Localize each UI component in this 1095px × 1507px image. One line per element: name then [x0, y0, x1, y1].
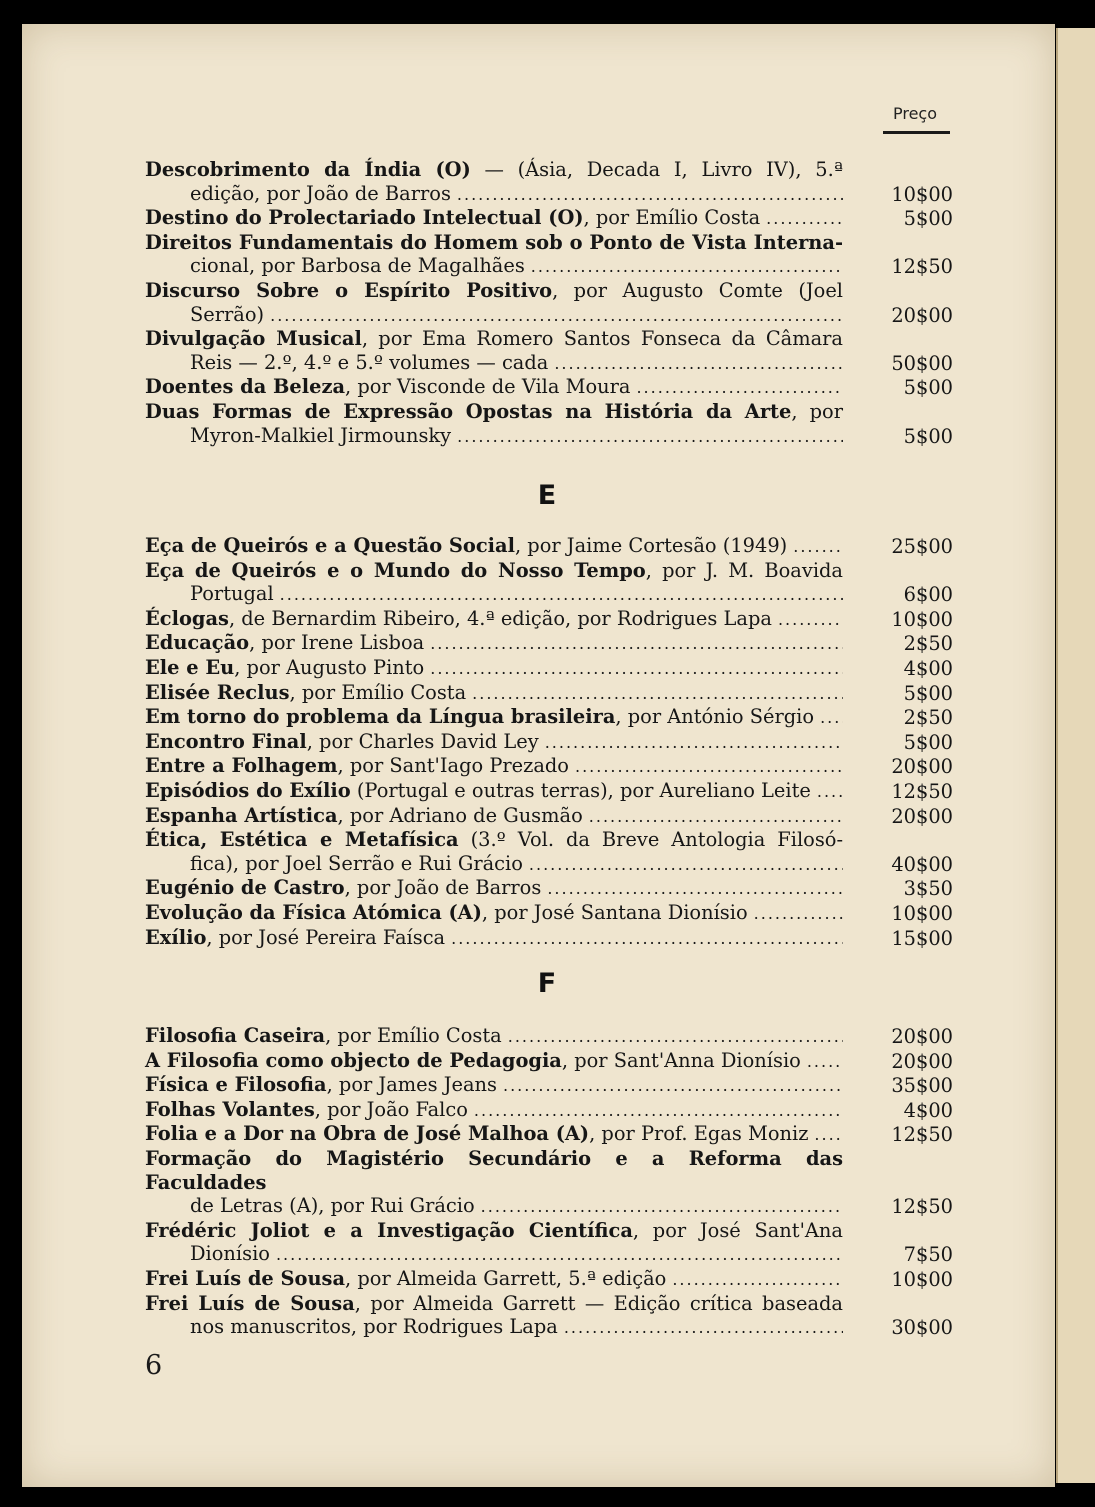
dot-leader [547, 877, 843, 901]
catalog-entry [145, 926, 953, 951]
entry-title-line: Eça de Queirós e a Questão Social, por Jaime Cortesão (1949) [145, 534, 788, 557]
catalog-entry [145, 206, 953, 231]
entry-price: 5$00 [903, 730, 953, 754]
catalog-entry [145, 828, 953, 876]
entry-title-line: Doentes da Beleza, por Visconde de Vila Moura [145, 375, 631, 399]
entry-title-line: Elisée Reclus, por Emílio Costa [145, 680, 467, 704]
entry-price: 50$00 [891, 351, 953, 375]
dot-leader [503, 1074, 843, 1098]
dot-leader [430, 657, 843, 681]
dot-leader [472, 682, 843, 706]
entry-price: 12$50 [891, 1195, 953, 1219]
entry-continuation-line: Dionísio [190, 1242, 270, 1266]
entry-title-line: Folia e a Dor na Obra de José Malhoa (A), por Prof. Egas Moniz [145, 1122, 809, 1146]
entry-title-line: Frei Luís de Sousa, por Almeida Garrett — Edição crítica baseada [145, 1291, 843, 1315]
catalog-entry [145, 779, 953, 804]
catalog-entry [145, 804, 953, 829]
section-d-list [145, 158, 953, 448]
entry-title-line: Filosofia Caseira, por Emílio Costa [145, 1024, 502, 1047]
dot-leader [457, 425, 843, 449]
entry-price: 5$00 [903, 207, 953, 231]
section-letter-f: F [537, 968, 557, 999]
catalog-entry [145, 1292, 953, 1340]
entry-title-line: Física e Filosofia, por James Jeans [145, 1073, 497, 1097]
dot-leader [636, 376, 843, 400]
entry-price: 20$00 [891, 1049, 953, 1073]
entry-title-line: Descobrimento da Índia (O) — (Ásia, Decada I, Livro IV), 5.ª [145, 158, 843, 181]
dot-leader [766, 207, 843, 231]
entry-price: 10$00 [891, 1267, 953, 1291]
entry-continuation-line: Portugal [190, 582, 274, 606]
dot-leader [474, 1099, 843, 1123]
entry-title-line: Éclogas, de Bernardim Ribeiro, 4.ª edição, por Rodrigues Lapa [145, 606, 772, 630]
entry-price: 12$50 [891, 1123, 953, 1147]
entry-price: 4$00 [903, 1098, 953, 1122]
dot-leader [807, 1050, 843, 1074]
dot-leader [545, 731, 843, 755]
catalog-entry [145, 607, 953, 632]
catalog-entry [145, 1122, 953, 1147]
entry-title-line: Frédéric Joliot e a Investigação Científica, por José Sant'Ana [145, 1218, 843, 1242]
catalog-entry [145, 1219, 953, 1267]
dot-leader [457, 183, 843, 207]
entry-price: 4$00 [903, 656, 953, 680]
entry-price: 10$00 [891, 901, 953, 925]
entry-price: 25$00 [891, 535, 953, 558]
entry-title-line: Exílio, por José Pereira Faísca [145, 925, 446, 949]
entry-continuation-line: edição, por João de Barros [190, 181, 451, 205]
entry-price: 35$00 [891, 1074, 953, 1098]
dot-leader [754, 902, 843, 926]
entry-price: 2$50 [903, 632, 953, 656]
entry-title-line: Espanha Artística, por Adriano de Gusmão [145, 803, 583, 827]
entry-title-line: Educação, por Irene Lisboa [145, 631, 425, 655]
entry-title-line: Discurso Sobre o Espírito Positivo, por Augusto Comte (Joel [145, 278, 844, 302]
dot-leader [430, 632, 843, 656]
price-column-header: Preço [892, 104, 938, 123]
page-number: 6 [145, 1350, 163, 1381]
entry-title-line: Folhas Volantes, por João Falco [145, 1097, 468, 1121]
catalog-entry [145, 1147, 953, 1219]
entry-continuation-line: de Letras (A), por Rui Grácio [190, 1194, 475, 1218]
entry-title-line: Eça de Queirós e o Mundo do Nosso Tempo, por J. M. Boavida [145, 558, 843, 582]
catalog-entry [145, 231, 953, 279]
catalog-entry [145, 534, 953, 559]
dot-leader [508, 1025, 843, 1049]
entry-continuation-line: Reis — 2.º, 4.º e 5.º volumes — cada [190, 350, 549, 374]
dot-leader [280, 583, 843, 607]
catalog-entry [145, 1049, 953, 1074]
entry-title-line: Direitos Fundamentais do Homem sob o Ponto de Vista Interna- [145, 230, 843, 254]
dot-leader [793, 535, 843, 559]
entry-price: 10$00 [891, 182, 953, 206]
catalog-entry [145, 656, 953, 681]
section-letter-e: E [537, 480, 557, 511]
entry-title-line: Frei Luís de Sousa, por Almeida Garrett, 5.ª edição [145, 1266, 667, 1290]
entry-title-line: Em torno do problema da Língua brasileira, por António Sérgio [145, 705, 815, 729]
entry-continuation-line: fica), por Joel Serrão e Rui Grácio [190, 851, 523, 875]
entry-price: 5$00 [903, 424, 953, 448]
entry-title-line: Evolução da Física Atómica (A), por José Santana Dionísio [145, 900, 748, 924]
entry-price: 20$00 [891, 755, 953, 779]
catalog-entry [145, 681, 953, 706]
entry-price: 10$00 [891, 607, 953, 631]
dot-leader [554, 352, 843, 376]
catalog-entry [145, 375, 953, 400]
entry-price: 20$00 [891, 303, 953, 327]
catalog-entry [145, 400, 953, 448]
catalog-entry [145, 1098, 953, 1123]
entry-price: 40$00 [891, 852, 953, 876]
catalog-entry [145, 327, 953, 375]
entry-continuation-line: nos manuscritos, por Rodrigues Lapa [190, 1315, 558, 1339]
entry-price: 12$50 [891, 255, 953, 279]
entry-price: 7$50 [903, 1243, 953, 1267]
entry-price: 15$00 [891, 926, 953, 950]
entry-title-line: Episódios do Exílio (Portugal e outras terras), por Aureliano Leite [145, 778, 811, 802]
price-header-rule [883, 131, 950, 134]
dot-leader [589, 805, 843, 829]
catalog-entry [145, 279, 953, 327]
dot-leader [276, 1243, 843, 1267]
entry-title-line: Entre a Folhagem, por Sant'Iago Prezado [145, 754, 569, 778]
entry-price: 3$50 [903, 877, 953, 901]
next-page-edge [1056, 28, 1095, 1483]
entry-title-line: Encontro Final, por Charles David Ley [145, 729, 539, 753]
dot-leader [481, 1195, 843, 1219]
dot-leader [672, 1268, 843, 1292]
dot-leader [814, 1123, 843, 1147]
dot-leader [817, 780, 843, 804]
catalog-entry [145, 631, 953, 656]
dot-leader [270, 304, 843, 328]
section-e-list [145, 534, 953, 950]
dot-leader [820, 706, 843, 730]
entry-continuation-line: Myron-Malkiel Jirmounsky [190, 423, 452, 447]
catalog-entry [145, 1073, 953, 1098]
entry-price: 5$00 [903, 681, 953, 705]
entry-price: 2$50 [903, 706, 953, 730]
entry-title-line: Ética, Estética e Metafísica (3.º Vol. da Breve Antologia Filosó- [145, 828, 843, 852]
entry-title-line: Duas Formas de Expressão Opostas na História da Arte, por [145, 399, 843, 423]
dot-leader [529, 853, 843, 877]
catalog-entry [145, 1267, 953, 1292]
section-f-list [145, 1024, 953, 1340]
catalog-entry [145, 754, 953, 779]
entry-title-line: Divulgação Musical, por Ema Romero Santos Fonseca da Câmara [145, 327, 843, 351]
entry-title-line: Ele e Eu, por Augusto Pinto [145, 655, 425, 679]
entry-continuation-line: cional, por Barbosa de Magalhães [190, 254, 525, 278]
dot-leader [451, 927, 843, 951]
entry-title-line: Eugénio de Castro, por João de Barros [145, 876, 542, 900]
entry-price: 12$50 [891, 779, 953, 803]
catalog-entry [145, 705, 953, 730]
entry-title-line: A Filosofia como objecto de Pedagogia, por Sant'Anna Dionísio [145, 1048, 801, 1072]
entry-price: 30$00 [891, 1316, 953, 1340]
entry-price: 20$00 [891, 1025, 953, 1048]
catalog-entry [145, 158, 953, 206]
catalog-entry [145, 901, 953, 926]
catalog-entry [145, 876, 953, 901]
dot-leader [531, 255, 843, 279]
entry-price: 20$00 [891, 804, 953, 828]
dot-leader [575, 755, 843, 779]
entry-title-line: Formação do Magistério Secundário e a Reforma das Faculdades [145, 1146, 843, 1194]
catalog-entry [145, 1024, 953, 1049]
dot-leader [778, 608, 843, 632]
catalog-entry [145, 730, 953, 755]
entry-price: 6$00 [903, 583, 953, 607]
entry-price: 5$00 [903, 376, 953, 400]
entry-continuation-line: Serrão) [190, 302, 265, 326]
dot-leader [564, 1316, 843, 1340]
catalog-entry [145, 559, 953, 607]
entry-title-line: Destino do Prolectariado Intelectual (O), por Emílio Costa [145, 206, 761, 230]
